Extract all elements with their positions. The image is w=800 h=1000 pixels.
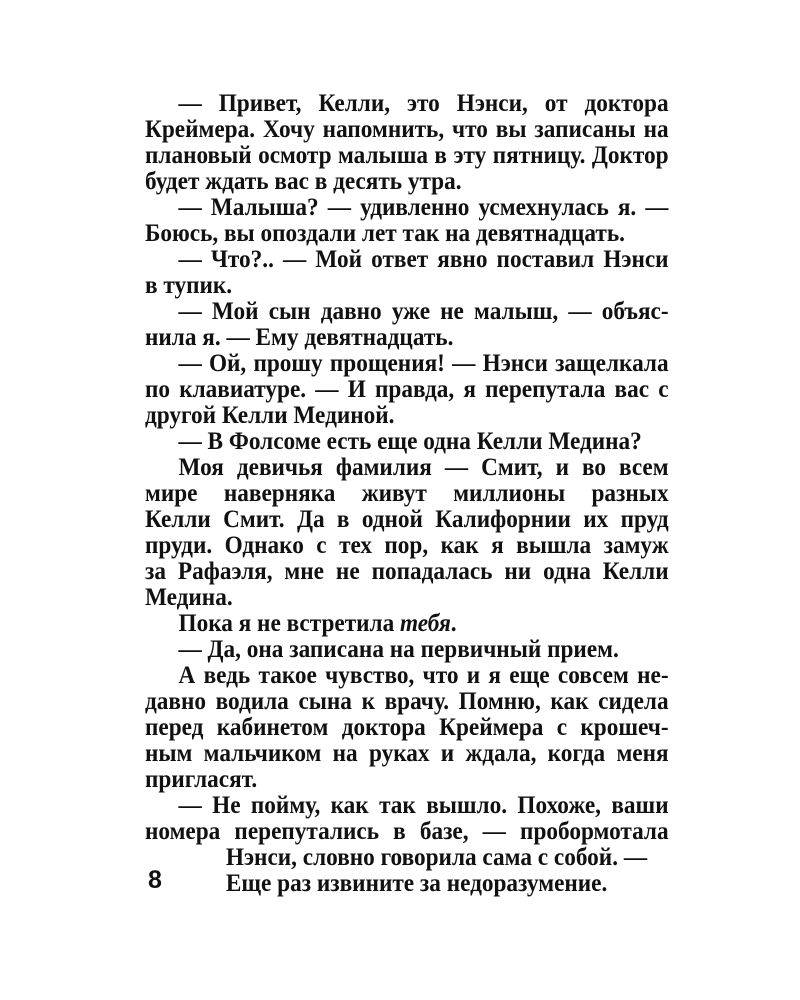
- text-line: Медина.: [145, 585, 233, 611]
- text-line: — Мой сын давно уже не малыш, — объяс-: [178, 299, 669, 325]
- text-line: пруди. Однако с тех пор, как я вышла замуж: [145, 533, 669, 559]
- text-line: — В Фолсоме есть еще одна Келли Медина?: [178, 429, 642, 455]
- italic-word: тебя: [400, 611, 451, 637]
- text-line: — Да, она записана на первичный прием.: [178, 637, 619, 663]
- text-line: Еще раз извините за недоразумение.: [225, 871, 608, 897]
- text-line: Моя девичья фамилия — Смит, и во всем: [178, 455, 669, 481]
- text-line: пригласят.: [145, 767, 258, 793]
- text-line: нила я. — Ему девятнадцать.: [145, 325, 454, 351]
- text-line: А ведь такое чувство, что и я еще совсем не-: [178, 663, 669, 689]
- text-line: — Привет, Келли, это Нэнси, от доктора: [178, 91, 669, 117]
- text-line: в тупик.: [145, 273, 233, 299]
- text-line: давно водила сына к врачу. Помню, как сидела: [145, 689, 669, 715]
- text-line: мире наверняка живут миллионы разных: [145, 481, 669, 507]
- text-line: — Ой, прошу прощения! — Нэнси защелкала: [178, 351, 669, 377]
- text-span: Пока я не встретила: [178, 611, 395, 637]
- text-span: .: [450, 611, 457, 637]
- text-line: — Что?.. — Мой ответ явно поставил Нэнси: [178, 247, 669, 273]
- text-line: ным мальчиком на руках и ждала, когда меня: [145, 741, 669, 767]
- text-line: плановый осмотр малыша в эту пятницу. Доктор: [145, 143, 669, 169]
- text-line: другой Келли Мединой.: [145, 403, 395, 429]
- text-line: Келли Смит. Да в одной Калифорнии их пруд: [145, 507, 669, 533]
- text-line: — Не пойму, как так вышло. Похоже, ваши: [178, 793, 669, 819]
- text-line: Креймера. Хочу напомнить, что вы записаны на: [145, 117, 669, 143]
- text-line: перед кабинетом доктора Креймера с крошеч-: [145, 715, 669, 741]
- text-line: за Рафаэля, мне не попадалась ни одна Келли: [145, 559, 669, 585]
- body-text: [145, 91, 669, 897]
- text-line: по клавиатуре. — И правда, я перепутала вас с: [145, 377, 669, 403]
- text-line: — Малыша? — удивленно усмехнулась я. —: [178, 195, 669, 221]
- text-line: Нэнси, словно говорила сама с собой. —: [225, 845, 648, 871]
- page-number: 8: [148, 866, 162, 894]
- text-line: будет ждать вас в десять утра.: [145, 169, 462, 195]
- text-line: номера перепутались в базе, — пробормотала: [145, 819, 669, 845]
- text-line: Боюсь, вы опоздали лет так на девятнадцать.: [145, 221, 625, 247]
- text-line: [145, 611, 669, 637]
